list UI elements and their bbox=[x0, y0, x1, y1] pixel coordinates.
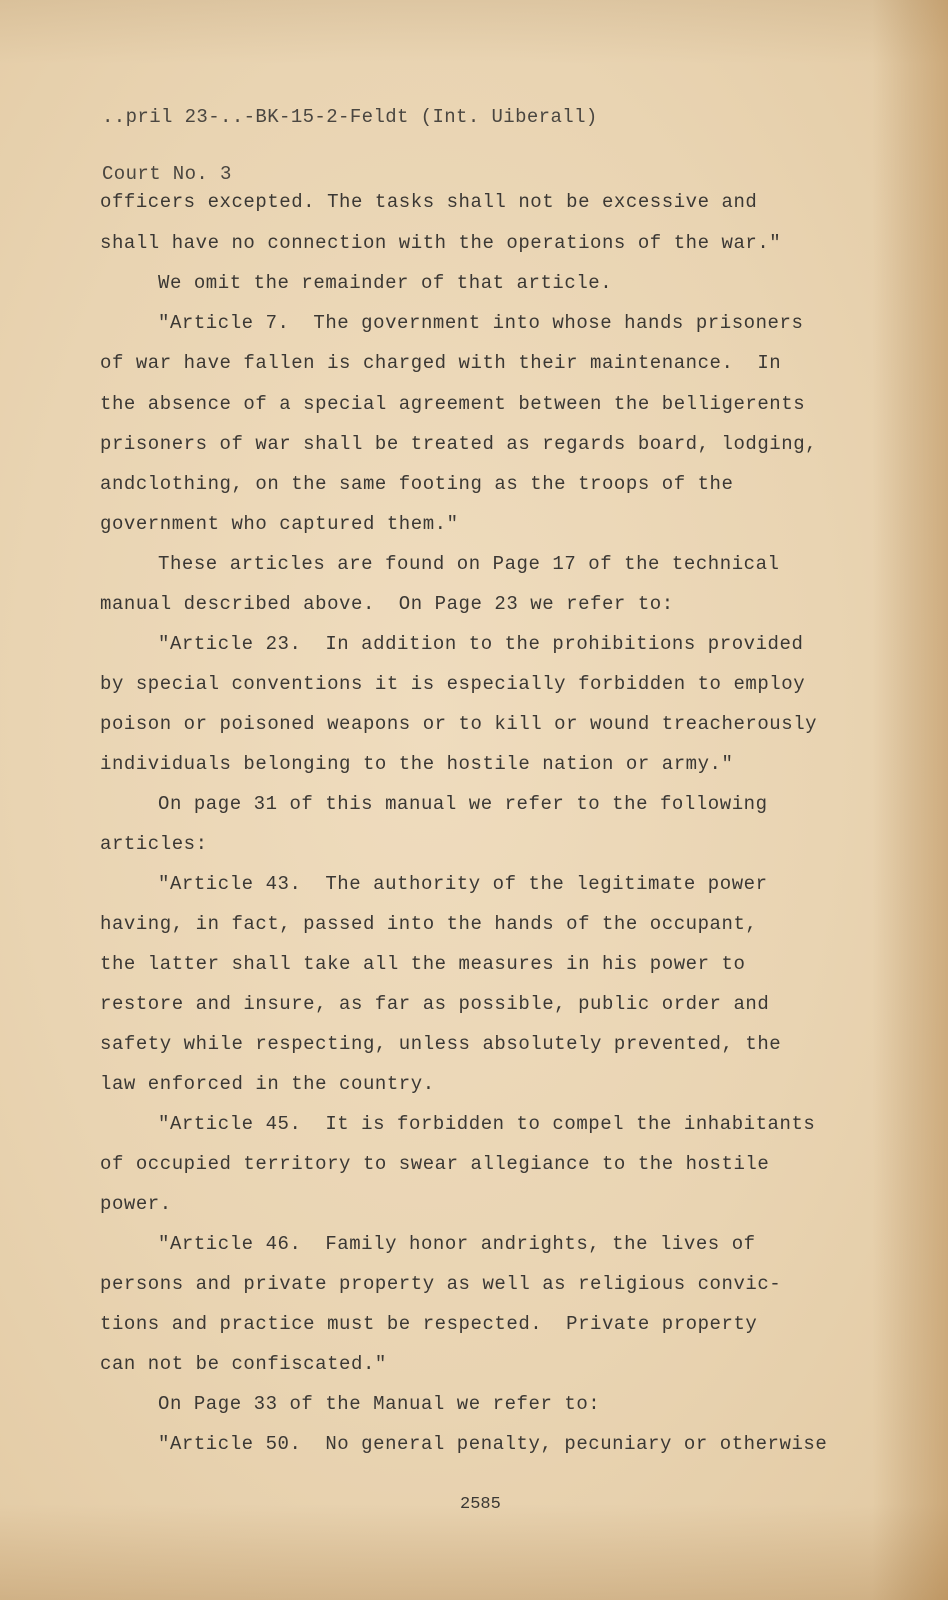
body-line: These articles are found on Page 17 of the technical bbox=[158, 553, 780, 575]
body-line: persons and private property as well as religious convic- bbox=[100, 1273, 782, 1295]
body-line: "Article 23. In addition to the prohibitions provided bbox=[158, 633, 804, 655]
header-case-reference: ..pril 23-..-BK-15-2-Feldt (Int. Uiberall) bbox=[102, 106, 598, 128]
body-line: the latter shall take all the measures in his power to bbox=[100, 953, 746, 975]
body-line: "Article 46. Family honor andrights, the lives of bbox=[158, 1233, 756, 1255]
body-line: tions and practice must be respected. Private property bbox=[100, 1313, 758, 1335]
body-line: law enforced in the country. bbox=[100, 1073, 435, 1095]
body-line: safety while respecting, unless absolutely prevented, the bbox=[100, 1033, 782, 1055]
body-line: of war have fallen is charged with their maintenance. In bbox=[100, 352, 782, 374]
body-line: of occupied territory to swear allegiance to the hostile bbox=[100, 1153, 770, 1175]
body-line: "Article 50. No general penalty, pecuniary or otherwise bbox=[158, 1433, 828, 1455]
body-line: "Article 45. It is forbidden to compel the inhabitants bbox=[158, 1113, 816, 1135]
body-line: government who captured them." bbox=[100, 513, 459, 535]
body-line: by special conventions it is especially forbidden to employ bbox=[100, 673, 806, 695]
body-line: We omit the remainder of that article. bbox=[158, 272, 613, 294]
body-line: the absence of a special agreement between the belligerents bbox=[100, 393, 806, 415]
header-court-number: Court No. 3 bbox=[102, 163, 232, 185]
body-line: officers excepted. The tasks shall not be excessive and bbox=[100, 191, 758, 213]
page-number: 2585 bbox=[460, 1495, 501, 1514]
body-line: shall have no connection with the operations of the war." bbox=[100, 232, 782, 254]
body-line: individuals belonging to the hostile nation or army." bbox=[100, 753, 734, 775]
body-line: "Article 7. The government into whose hands prisoners bbox=[158, 312, 804, 334]
body-line: articles: bbox=[100, 833, 208, 855]
body-line: poison or poisoned weapons or to kill or wound treacherously bbox=[100, 713, 818, 735]
body-line: andclothing, on the same footing as the troops of the bbox=[100, 473, 734, 495]
body-line: On Page 33 of the Manual we refer to: bbox=[158, 1393, 601, 1415]
body-line: "Article 43. The authority of the legitimate power bbox=[158, 873, 768, 895]
body-line: can not be confiscated." bbox=[100, 1353, 387, 1375]
body-line: having, in fact, passed into the hands of the occupant, bbox=[100, 913, 758, 935]
body-line: On page 31 of this manual we refer to the following bbox=[158, 793, 768, 815]
body-line: manual described above. On Page 23 we refer to: bbox=[100, 593, 674, 615]
body-line: prisoners of war shall be treated as regards board, lodging, bbox=[100, 433, 818, 455]
body-line: power. bbox=[100, 1193, 172, 1215]
body-line: restore and insure, as far as possible, public order and bbox=[100, 993, 770, 1015]
